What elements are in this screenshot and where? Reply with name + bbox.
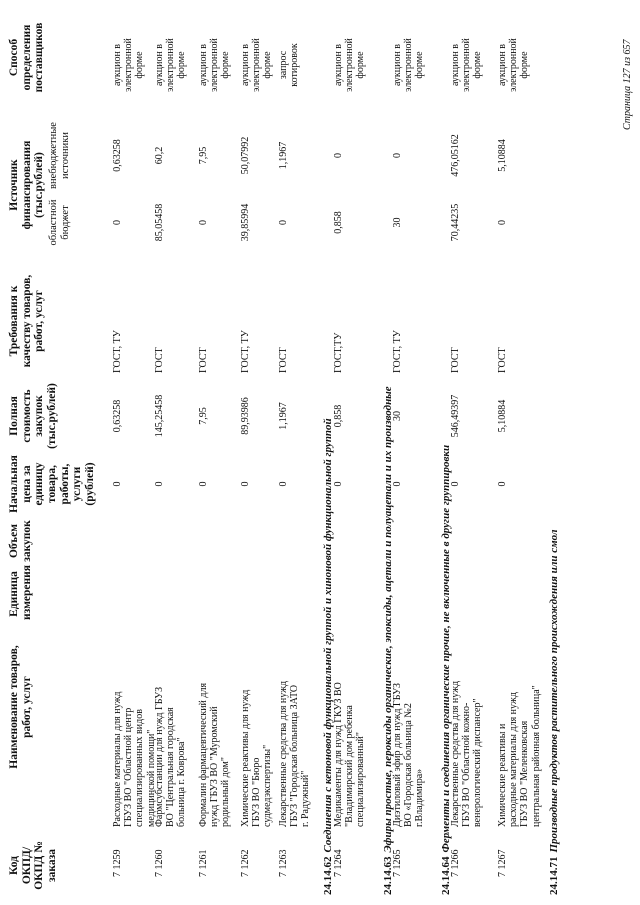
header-code: Код ОКПД/ ОКПД № заказа — [8, 841, 58, 890]
quality-req: ГОСТ — [198, 347, 209, 373]
item-name: Химические реактивы и расходные материалы для нужд ГБУЗ ВО "Меленковская центральная районная больница" — [497, 685, 542, 827]
total-cost: 0,63258 — [112, 399, 123, 433]
row-number: 7 1263 — [278, 849, 289, 877]
fin-region: 0 — [278, 220, 289, 225]
group-code: 24.14.63 — [382, 856, 394, 895]
unit-price: 0 — [198, 481, 209, 487]
fin-extra: 5,10884 — [497, 139, 508, 172]
item-name: Фармсубстанции для нужд ГБУЗ ВО "Центральная городская больница г. Коврова" — [154, 686, 188, 827]
row-number: 7 1260 — [154, 849, 165, 877]
group-heading — [548, 529, 560, 895]
total-cost: 89,93986 — [240, 397, 251, 435]
unit-price: 0 — [154, 481, 165, 487]
quality-req: ГОСТ, ТУ — [392, 330, 403, 373]
item-name: Расходные материалы для нужд ГБУЗ ВО "Областной центр специализированных видов медицинской помощи" — [112, 691, 157, 827]
group-title: Эфиры простые, пероксиды органические, эпоксиды, ацетали и полуацетали и их производные — [382, 386, 394, 853]
header-total: Полная стоимость закупок (тыс.рублей) — [8, 383, 58, 449]
row-number: 7 1264 — [333, 849, 344, 877]
unit-price: 0 — [333, 481, 344, 487]
row-number: 7 1265 — [392, 849, 403, 877]
quality-req: ГОСТ,ТУ — [333, 332, 344, 373]
header-fin-region: областной бюджет — [48, 199, 71, 246]
row-number: 7 1266 — [450, 849, 461, 877]
total-cost: 546,49397 — [450, 394, 461, 438]
group-code: 24.14.64 — [440, 856, 452, 895]
header-financing: Источник финансирования (тыс.рублей) — [8, 140, 46, 230]
fin-extra: 476,05162 — [450, 134, 461, 177]
fin-extra: 0,63258 — [112, 139, 123, 172]
row-number: 7 1267 — [497, 849, 508, 877]
total-cost: 5,10884 — [497, 399, 508, 433]
unit-price: 0 — [392, 481, 403, 487]
quality-req: ГОСТ — [497, 347, 508, 373]
fin-region: 0 — [198, 220, 209, 225]
fin-region: 0 — [497, 220, 508, 225]
fin-extra: 0 — [392, 153, 403, 158]
item-name: Лекарственные средства для нужд ГБУЗ "Городская больница ЗАТО г. Радужный" — [278, 680, 312, 827]
header-method: Способ определения поставщиков — [8, 22, 46, 93]
procurement-method: запрос котировок — [278, 43, 301, 87]
group-title: Производные продуктов растительного происхождения или смол — [548, 529, 560, 853]
header-requirements: Требования к качеству товаров, работ, услуг — [8, 274, 46, 368]
fin-extra: 60,2 — [154, 146, 165, 165]
unit-price: 0 — [240, 481, 251, 487]
total-cost: 0,858 — [333, 404, 344, 428]
total-cost: 1,1967 — [278, 402, 289, 430]
page-footer: Страница 127 из 657 — [622, 39, 633, 130]
fin-region: 85,05458 — [154, 203, 165, 242]
item-name: Диэтиловый эфир для нужд ГБУЗ ВО «Городская больница №2 г.Владимира» — [392, 682, 426, 827]
item-name: Химические реактивы для нужд ГБУЗ ВО "Бюро судмедэкспертизы" — [240, 689, 274, 827]
quality-req: ГОСТ — [154, 347, 165, 373]
fin-region: 0,858 — [333, 211, 344, 234]
fin-region: 30 — [392, 217, 403, 228]
group-code: 24.14.71 — [548, 856, 560, 895]
procurement-method: аукцион в электронной форме — [154, 38, 188, 92]
header-volume: Объем закупок — [8, 520, 33, 562]
fin-extra: 0 — [333, 153, 344, 158]
header-fin-extra: внебюджетные источники — [48, 122, 71, 189]
item-name: Лекарственные средства для нужд ГБУЗ ВО "Областной кожно-венерологический диспансер" — [450, 680, 484, 827]
unit-price: 0 — [497, 481, 508, 487]
quality-req: ГОСТ — [450, 347, 461, 373]
header-name: Наименование товаров, работ, услуг — [8, 645, 33, 769]
total-cost: 145,25458 — [154, 394, 165, 438]
header-unit: Единица измерения — [8, 565, 33, 620]
item-name: Формалин фармацевтический для нужд ГБУЗ ВО "Муромский родильный дом" — [198, 682, 232, 827]
procurement-method: аукцион в электронной форме — [112, 38, 146, 92]
total-cost: 30 — [392, 411, 403, 421]
row-number: 7 1262 — [240, 849, 251, 877]
row-number: 7 1261 — [198, 849, 209, 877]
row-number: 7 1259 — [112, 849, 123, 877]
header-price: Начальная цена за единицу товара, работы, услуги (рублей) — [8, 455, 96, 513]
quality-req: ГОСТ, ТУ — [240, 330, 251, 373]
procurement-method: аукцион в электронной форме — [333, 38, 367, 92]
quality-req: ГОСТ — [278, 347, 289, 373]
quality-req: ГОСТ, ТУ — [112, 330, 123, 373]
unit-price: 0 — [112, 481, 123, 487]
unit-price: 0 — [450, 481, 461, 487]
procurement-method: аукцион в электронной форме — [392, 38, 426, 92]
fin-extra: 1,1967 — [278, 141, 289, 170]
unit-price: 0 — [278, 481, 289, 487]
group-title: Ферменты и соединения органические прочие, не включенные в другие группировки — [440, 444, 452, 853]
group-title: Соединения с кетоновой функциональной группой и хиноновой функциональной группой — [322, 418, 334, 853]
fin-region: 39,85994 — [240, 203, 251, 242]
group-code: 24.14.62 — [322, 856, 334, 895]
fin-extra: 7,95 — [198, 146, 209, 165]
fin-region: 70,44235 — [450, 203, 461, 242]
procurement-method: аукцион в электронной форме — [198, 38, 232, 92]
total-cost: 7,95 — [198, 407, 209, 425]
fin-extra: 50,07992 — [240, 136, 251, 175]
procurement-method: аукцион в электронной форме — [450, 38, 484, 92]
procurement-method: аукцион в электронной форме — [497, 38, 531, 92]
fin-region: 0 — [112, 220, 123, 225]
procurement-method: аукцион в электронной форме — [240, 38, 274, 92]
item-name: Медикаменты для нужд ГКУЗ ВО "Владимирский дом ребенка специализированный" — [333, 682, 367, 827]
